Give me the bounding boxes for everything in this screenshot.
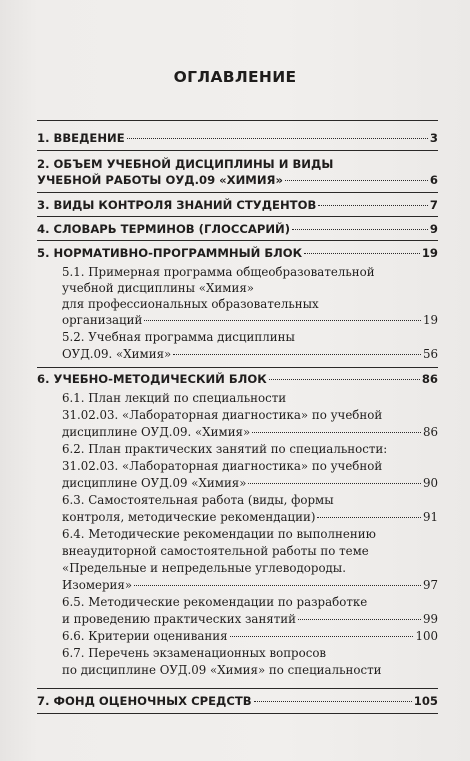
toc-subentry-text: 6.2. План практических занятий по специальности: <box>62 442 388 456</box>
toc-entry-title: 7. ФОНД ОЦЕНОЧНЫХ СРЕДСТВ <box>37 694 252 708</box>
toc-subentry[interactable] <box>62 509 438 526</box>
toc-page-number: 19 <box>422 313 438 327</box>
toc-entry-title: 1. ВВЕДЕНИЕ <box>37 131 125 145</box>
dot-leader <box>127 138 428 139</box>
toc-subentry[interactable] <box>62 312 438 329</box>
toc-entry[interactable] <box>37 221 438 238</box>
dot-leader <box>252 432 421 433</box>
toc-subentry-text: и проведению практических занятий <box>62 612 297 626</box>
toc-subentry-text: Изомерия» <box>62 578 133 592</box>
toc-subentry[interactable] <box>62 577 438 594</box>
dot-leader <box>304 253 420 254</box>
toc-page-number: 100 <box>415 629 438 643</box>
toc-subentry-text: по дисциплине ОУД.09 «Химия» по специальности <box>62 663 382 677</box>
dot-leader <box>298 619 421 620</box>
toc-subentry-line <box>62 458 438 475</box>
toc-entry-line <box>37 156 438 173</box>
toc-subentry-line <box>62 645 438 662</box>
toc-subentry-text: 5.2. Учебная программа дисциплины <box>62 330 295 344</box>
toc-subentry-text: для профессиональных образовательных <box>62 297 319 311</box>
toc-page-number: 19 <box>421 246 438 260</box>
toc-page-number: 90 <box>422 476 438 490</box>
toc-subentry-text: 6.1. План лекций по специальности <box>62 391 287 405</box>
toc-page-number: 9 <box>429 222 438 236</box>
divider <box>37 713 438 714</box>
toc-page-number: 56 <box>422 347 438 361</box>
toc-subentry[interactable] <box>62 611 438 628</box>
toc-entry-title: 4. СЛОВАРЬ ТЕРМИНОВ (ГЛОССАРИЙ) <box>37 222 291 236</box>
toc-page-number: 3 <box>429 131 438 145</box>
toc-entry-title: УЧЕБНОЙ РАБОТЫ ОУД.09 «ХИМИЯ» <box>37 173 283 187</box>
divider <box>37 150 438 151</box>
toc-subentry-text: дисциплине ОУД.09 «Химия» <box>62 476 247 490</box>
dot-leader <box>173 354 421 355</box>
toc-page-number: 97 <box>422 578 438 592</box>
dot-leader <box>134 585 421 586</box>
toc-subentry-line <box>62 280 438 297</box>
toc-subentry-text: внеаудиторной самостоятельной работы по теме <box>62 544 369 558</box>
toc-subentry[interactable] <box>62 628 438 645</box>
toc-entry[interactable] <box>37 197 438 214</box>
toc-page-number: 6 <box>429 173 438 187</box>
toc-subentry-line <box>62 329 438 346</box>
divider <box>37 367 438 368</box>
toc-subentry-text: 6.3. Самостоятельная работа (виды, формы <box>62 493 334 507</box>
toc-subentry-text: учебной дисциплины «Химия» <box>62 281 254 295</box>
toc-entry[interactable] <box>37 371 438 388</box>
dot-leader <box>269 379 420 380</box>
toc-entry[interactable] <box>37 130 438 147</box>
toc-subentry-text: контроля, методические рекомендации) <box>62 510 316 524</box>
toc-page-number: 91 <box>422 510 438 524</box>
toc-entry[interactable] <box>37 172 438 189</box>
toc-subentry-line <box>62 441 438 458</box>
toc-subentry[interactable] <box>62 424 438 441</box>
toc-subentry-text: 6.4. Методические рекомендации по выполнению <box>62 527 376 541</box>
toc-subentry-text: 6.7. Перечень экзаменационных вопросов <box>62 646 327 660</box>
toc-subentry-line <box>62 594 438 611</box>
divider <box>37 192 438 193</box>
toc-subentry-line <box>62 390 438 407</box>
toc-subentry-line <box>62 526 438 543</box>
toc-subentry-text: дисциплине ОУД.09. «Химия» <box>62 425 251 439</box>
dot-leader <box>230 636 414 637</box>
toc-entry[interactable] <box>37 245 438 262</box>
dot-leader <box>285 180 428 181</box>
toc-entry-title: 5. НОРМАТИВНО-ПРОГРАММНЫЙ БЛОК <box>37 246 303 260</box>
toc-subentry-text: «Предельные и непредельные углеводороды. <box>62 561 346 575</box>
toc-entry-title: 6. УЧЕБНО-МЕТОДИЧЕСКИЙ БЛОК <box>37 372 267 386</box>
toc-subentry-line <box>62 662 438 679</box>
toc-heading: ОГЛАВЛЕНИЕ <box>173 68 297 86</box>
dot-leader <box>292 229 428 230</box>
toc-subentry[interactable] <box>62 475 438 492</box>
dot-leader <box>254 701 412 702</box>
toc-subentry-text: 6.6. Критерии оценивания <box>62 629 228 643</box>
dot-leader <box>248 483 421 484</box>
toc-subentry-line <box>62 560 438 577</box>
toc-subentry-line <box>62 492 438 509</box>
toc-page-number: 86 <box>422 425 438 439</box>
toc-subentry-line <box>62 543 438 560</box>
toc-page-number: 7 <box>429 198 438 212</box>
toc-subentry-text: 5.1. Примерная программа общеобразовательной <box>62 265 375 279</box>
toc-subentry-text: 6.5. Методические рекомендации по разработке <box>62 595 368 609</box>
divider <box>37 688 438 689</box>
toc-subentry-line <box>62 264 438 281</box>
toc-entry-title: 3. ВИДЫ КОНТРОЛЯ ЗНАНИЙ СТУДЕНТОВ <box>37 198 317 212</box>
toc-subentry-line <box>62 407 438 424</box>
toc-entry-title: 2. ОБЪЕМ УЧЕБНОЙ ДИСЦИПЛИНЫ И ВИДЫ <box>37 157 334 171</box>
toc-page-number: 99 <box>422 612 438 626</box>
toc-entry[interactable] <box>37 693 438 710</box>
toc-page-number: 86 <box>421 372 438 386</box>
toc-subentry-text: ОУД.09. «Химия» <box>62 347 172 361</box>
toc-subentry-text: 31.02.03. «Лабораторная диагностика» по учебной <box>62 459 383 473</box>
toc-subentry[interactable] <box>62 346 438 363</box>
toc-subentry-text: 31.02.03. «Лабораторная диагностика» по учебной <box>62 408 383 422</box>
divider <box>37 240 438 241</box>
dot-leader <box>144 320 421 321</box>
toc-page-number: 105 <box>413 694 438 708</box>
dot-leader <box>317 517 421 518</box>
divider <box>37 216 438 217</box>
divider <box>37 120 438 121</box>
dot-leader <box>318 205 428 206</box>
toc-subentry-text: организаций <box>62 313 143 327</box>
toc-subentry-line <box>62 296 438 313</box>
